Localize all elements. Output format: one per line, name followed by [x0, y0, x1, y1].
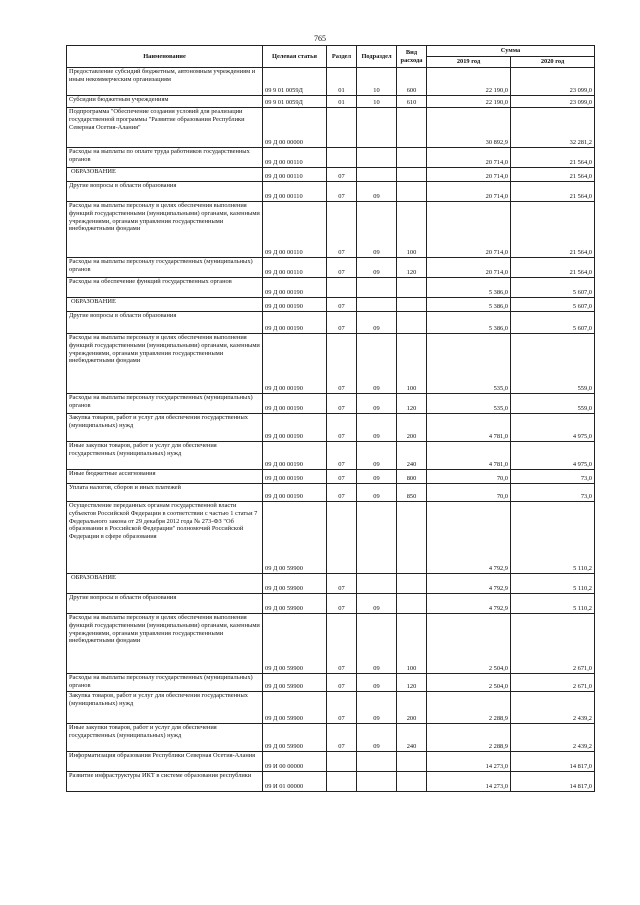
row-name: ОБРАЗОВАНИЕ [67, 298, 263, 312]
row-section: 07 [327, 202, 357, 258]
row-expense-type: 850 [397, 484, 427, 502]
row-sum-2020: 559,0 [511, 394, 595, 414]
row-sum-2020: 2 439,2 [511, 724, 595, 752]
row-sum-2019: 20 714,0 [427, 182, 511, 202]
table-row [67, 674, 595, 692]
row-expense-type [397, 312, 427, 334]
row-name: Расходы на выплаты персоналу государственных (муниципальных) органов [67, 394, 263, 414]
budget-table [66, 45, 595, 792]
header-sum: Сумма [427, 46, 595, 57]
row-sum-2020: 73,0 [511, 484, 595, 502]
row-expense-type: 120 [397, 258, 427, 278]
table-row [67, 470, 595, 484]
row-sum-2019: 2 288,9 [427, 724, 511, 752]
row-sum-2020: 32 281,2 [511, 108, 595, 148]
table-row [67, 298, 595, 312]
row-sum-2019: 5 386,0 [427, 312, 511, 334]
row-target-code: 09 Д 00 00110 [263, 202, 327, 258]
row-name: Иные закупки товаров, работ и услуг для обеспечения государственных (муниципальных) нужд [67, 724, 263, 752]
row-subsection: 09 [357, 470, 397, 484]
table-row [67, 148, 595, 168]
table-row [67, 414, 595, 442]
header-target: Целевая статья [263, 46, 327, 68]
row-target-code: 09 Д 00 59900 [263, 594, 327, 614]
row-sum-2020: 2 671,0 [511, 674, 595, 692]
table-row [67, 394, 595, 414]
row-subsection: 09 [357, 182, 397, 202]
row-expense-type: 240 [397, 724, 427, 752]
row-sum-2020: 21 564,0 [511, 202, 595, 258]
row-section [327, 772, 357, 792]
row-subsection: 09 [357, 724, 397, 752]
row-section: 07 [327, 724, 357, 752]
row-sum-2019: 70,0 [427, 484, 511, 502]
row-sum-2020: 5 607,0 [511, 278, 595, 298]
row-section: 07 [327, 312, 357, 334]
row-section: 01 [327, 96, 357, 108]
row-target-code: 09 И 00 00000 [263, 752, 327, 772]
row-expense-type [397, 108, 427, 148]
row-sum-2019: 4 781,0 [427, 442, 511, 470]
table-row [67, 442, 595, 470]
row-sum-2019: 4 792,9 [427, 502, 511, 574]
table-row [67, 484, 595, 502]
row-subsection [357, 298, 397, 312]
row-subsection: 09 [357, 674, 397, 692]
row-section [327, 108, 357, 148]
row-subsection: 09 [357, 484, 397, 502]
row-expense-type [397, 594, 427, 614]
row-subsection: 09 [357, 414, 397, 442]
row-sum-2020: 5 110,2 [511, 574, 595, 594]
row-subsection: 09 [357, 394, 397, 414]
row-sum-2019: 2 504,0 [427, 614, 511, 674]
row-section: 07 [327, 614, 357, 674]
row-sum-2019: 20 714,0 [427, 202, 511, 258]
row-expense-type [397, 148, 427, 168]
row-expense-type: 600 [397, 68, 427, 96]
row-target-code: 09 Д 00 00190 [263, 334, 327, 394]
row-subsection [357, 752, 397, 772]
row-name: Другие вопросы в области образования [67, 594, 263, 614]
table-row [67, 594, 595, 614]
row-sum-2019: 22 190,0 [427, 68, 511, 96]
row-sum-2020: 21 564,0 [511, 182, 595, 202]
row-section: 07 [327, 470, 357, 484]
table-row [67, 752, 595, 772]
row-sum-2019: 535,0 [427, 394, 511, 414]
row-name: Закупка товаров, работ и услуг для обеспечения государственных (муниципальных) нужд [67, 414, 263, 442]
row-target-code: 09 Д 00 59900 [263, 502, 327, 574]
row-name: Подпрограмма "Обеспечение создания условий для реализации государственной программы "Развитие образования Республики Северная Осетия-Алания" [67, 108, 263, 148]
row-section: 07 [327, 168, 357, 182]
row-target-code: 09 Д 00 00000 [263, 108, 327, 148]
row-sum-2020: 4 975,0 [511, 414, 595, 442]
row-sum-2020: 14 817,0 [511, 772, 595, 792]
row-target-code: 09 Д 00 00190 [263, 470, 327, 484]
row-name: Предоставление субсидий бюджетным, автономным учреждениям и иным некоммерческим организациям [67, 68, 263, 96]
row-sum-2020: 14 817,0 [511, 752, 595, 772]
row-sum-2020: 21 564,0 [511, 258, 595, 278]
row-expense-type [397, 502, 427, 574]
row-sum-2019: 5 386,0 [427, 298, 511, 312]
row-sum-2020: 21 564,0 [511, 168, 595, 182]
row-name: Расходы на выплаты персоналу в целях обеспечения выполнения функций государственными (муниципальными) органами, казенными учреждениями, органами управления государственными внебюджетными фондами [67, 614, 263, 674]
row-subsection: 09 [357, 334, 397, 394]
row-expense-type: 610 [397, 96, 427, 108]
row-section: 07 [327, 692, 357, 724]
table-row [67, 202, 595, 258]
row-name: Расходы на выплаты персоналу в целях обеспечения выполнения функций государственными (муниципальными) органами, казенными учреждениями, органами управления государственными внебюджетными фондами [67, 202, 263, 258]
row-target-code: 09 Д 00 00190 [263, 394, 327, 414]
row-expense-type [397, 278, 427, 298]
row-expense-type: 100 [397, 614, 427, 674]
row-section: 07 [327, 484, 357, 502]
row-sum-2019: 70,0 [427, 470, 511, 484]
row-sum-2019: 535,0 [427, 334, 511, 394]
row-section: 07 [327, 298, 357, 312]
row-target-code: 09 Д 00 00110 [263, 182, 327, 202]
row-sum-2019: 4 792,9 [427, 594, 511, 614]
row-subsection: 09 [357, 312, 397, 334]
row-sum-2019: 14 273,0 [427, 772, 511, 792]
row-target-code: 09 Д 00 00190 [263, 442, 327, 470]
row-name: Расходы на выплаты персоналу государственных (муниципальных) органов [67, 674, 263, 692]
header-section: Раздел [327, 46, 357, 68]
row-section: 07 [327, 574, 357, 594]
row-subsection [357, 278, 397, 298]
row-section: 07 [327, 414, 357, 442]
row-subsection: 09 [357, 692, 397, 724]
row-name: Расходы на обеспечение функций государственных органов [67, 278, 263, 298]
row-expense-type [397, 574, 427, 594]
row-target-code: 09 Д 00 59900 [263, 614, 327, 674]
row-subsection: 10 [357, 96, 397, 108]
table-row [67, 108, 595, 148]
row-subsection [357, 148, 397, 168]
header-subsection: Подраздел [357, 46, 397, 68]
table-row [67, 772, 595, 792]
row-expense-type [397, 752, 427, 772]
table-row [67, 68, 595, 96]
row-sum-2019: 4 781,0 [427, 414, 511, 442]
row-sum-2020: 559,0 [511, 334, 595, 394]
table-row [67, 502, 595, 574]
row-sum-2019: 2 504,0 [427, 674, 511, 692]
table-row [67, 692, 595, 724]
row-sum-2020: 5 607,0 [511, 312, 595, 334]
row-sum-2019: 2 288,9 [427, 692, 511, 724]
row-sum-2019: 5 386,0 [427, 278, 511, 298]
table-row [67, 312, 595, 334]
header-expense-type: Вид расхода [397, 46, 427, 68]
table-row [67, 334, 595, 394]
row-expense-type [397, 168, 427, 182]
row-target-code: 09 Д 00 59900 [263, 574, 327, 594]
row-sum-2020: 23 099,0 [511, 96, 595, 108]
row-section: 07 [327, 182, 357, 202]
row-expense-type: 120 [397, 674, 427, 692]
row-name: ОБРАЗОВАНИЕ [67, 574, 263, 594]
row-subsection: 09 [357, 258, 397, 278]
row-section: 07 [327, 394, 357, 414]
row-expense-type: 800 [397, 470, 427, 484]
table-row [67, 614, 595, 674]
row-target-code: 09 Д 00 59900 [263, 692, 327, 724]
row-name: Расходы на выплаты персоналу государственных (муниципальных) органов [67, 258, 263, 278]
row-name: Развитие инфраструктуры ИКТ в системе образования республики [67, 772, 263, 792]
row-name: Уплата налогов, сборов и иных платежей [67, 484, 263, 502]
table-body [67, 68, 595, 792]
row-sum-2019: 20 714,0 [427, 258, 511, 278]
row-sum-2020: 4 975,0 [511, 442, 595, 470]
header-year-2019: 2019 год [427, 57, 511, 68]
row-expense-type: 200 [397, 414, 427, 442]
row-expense-type: 100 [397, 202, 427, 258]
row-subsection [357, 108, 397, 148]
table-row [67, 574, 595, 594]
row-sum-2020: 5 607,0 [511, 298, 595, 312]
row-subsection [357, 574, 397, 594]
row-subsection [357, 772, 397, 792]
row-section: 07 [327, 442, 357, 470]
table-row [67, 182, 595, 202]
row-section [327, 278, 357, 298]
row-sum-2020: 2 671,0 [511, 614, 595, 674]
row-subsection: 09 [357, 202, 397, 258]
row-expense-type: 200 [397, 692, 427, 724]
row-expense-type [397, 772, 427, 792]
row-section [327, 148, 357, 168]
row-section [327, 502, 357, 574]
row-target-code: 09 Д 00 00190 [263, 278, 327, 298]
row-name: Другие вопросы в области образования [67, 182, 263, 202]
row-name: Иные бюджетные ассигнования [67, 470, 263, 484]
row-sum-2020: 23 099,0 [511, 68, 595, 96]
row-subsection: 10 [357, 68, 397, 96]
row-sum-2020: 5 110,2 [511, 502, 595, 574]
row-sum-2020: 21 564,0 [511, 148, 595, 168]
row-expense-type: 240 [397, 442, 427, 470]
header-year-2020: 2020 год [511, 57, 595, 68]
row-expense-type [397, 182, 427, 202]
row-sum-2020: 73,0 [511, 470, 595, 484]
row-name: Иные закупки товаров, работ и услуг для обеспечения государственных (муниципальных) нужд [67, 442, 263, 470]
row-subsection: 09 [357, 442, 397, 470]
row-target-code: 09 Д 00 00190 [263, 298, 327, 312]
row-section: 01 [327, 68, 357, 96]
row-sum-2019: 30 892,9 [427, 108, 511, 148]
row-name: Другие вопросы в области образования [67, 312, 263, 334]
table-row [67, 168, 595, 182]
row-target-code: 09 Д 00 00110 [263, 168, 327, 182]
row-name: Информатизация образования Республики Северная Осетия-Алания [67, 752, 263, 772]
row-target-code: 09 Д 00 00190 [263, 414, 327, 442]
row-sum-2019: 4 792,9 [427, 574, 511, 594]
page-number: 765 [314, 34, 326, 43]
row-target-code: 09 9 01 0059Д [263, 68, 327, 96]
row-sum-2020: 2 439,2 [511, 692, 595, 724]
row-target-code: 09 Д 00 00190 [263, 312, 327, 334]
row-sum-2019: 14 273,0 [427, 752, 511, 772]
row-section: 07 [327, 258, 357, 278]
row-sum-2020: 5 110,2 [511, 594, 595, 614]
row-target-code: 09 И 01 00000 [263, 772, 327, 792]
row-sum-2019: 22 190,0 [427, 96, 511, 108]
row-target-code: 09 9 01 0059Д [263, 96, 327, 108]
row-name: Расходы на выплаты по оплате труда работников государственных органов [67, 148, 263, 168]
row-target-code: 09 Д 00 59900 [263, 674, 327, 692]
row-subsection [357, 502, 397, 574]
row-sum-2019: 20 714,0 [427, 168, 511, 182]
row-name: Осуществление переданных органам государственной власти субъектов Российской Федерации в соответствии с частью 1 статьи 7 Федерального закона от 29 декабря 2012 года № 273-ФЗ "Об образовании в Российской Федерации" полномочий Российской Федерации в сфере образования [67, 502, 263, 574]
row-target-code: 09 Д 00 59900 [263, 724, 327, 752]
row-name: Закупка товаров, работ и услуг для обеспечения государственных (муниципальных) нужд [67, 692, 263, 724]
row-expense-type: 120 [397, 394, 427, 414]
header-name: Наименование [67, 46, 263, 68]
row-section: 07 [327, 334, 357, 394]
row-subsection [357, 168, 397, 182]
row-expense-type: 100 [397, 334, 427, 394]
table-row [67, 724, 595, 752]
row-target-code: 09 Д 00 00110 [263, 258, 327, 278]
row-section [327, 752, 357, 772]
row-sum-2019: 20 714,0 [427, 148, 511, 168]
row-target-code: 09 Д 00 00190 [263, 484, 327, 502]
table-row [67, 258, 595, 278]
row-target-code: 09 Д 00 00110 [263, 148, 327, 168]
table-row [67, 96, 595, 108]
row-expense-type [397, 298, 427, 312]
row-subsection: 09 [357, 614, 397, 674]
row-name: Субсидии бюджетным учреждениям [67, 96, 263, 108]
row-name: ОБРАЗОВАНИЕ [67, 168, 263, 182]
row-section: 07 [327, 674, 357, 692]
row-name: Расходы на выплаты персоналу в целях обеспечения выполнения функций государственными (муниципальными) органами, казенными учреждениями, органами управления государственными внебюджетными фондами [67, 334, 263, 394]
row-section: 07 [327, 594, 357, 614]
table-row [67, 278, 595, 298]
row-subsection: 09 [357, 594, 397, 614]
